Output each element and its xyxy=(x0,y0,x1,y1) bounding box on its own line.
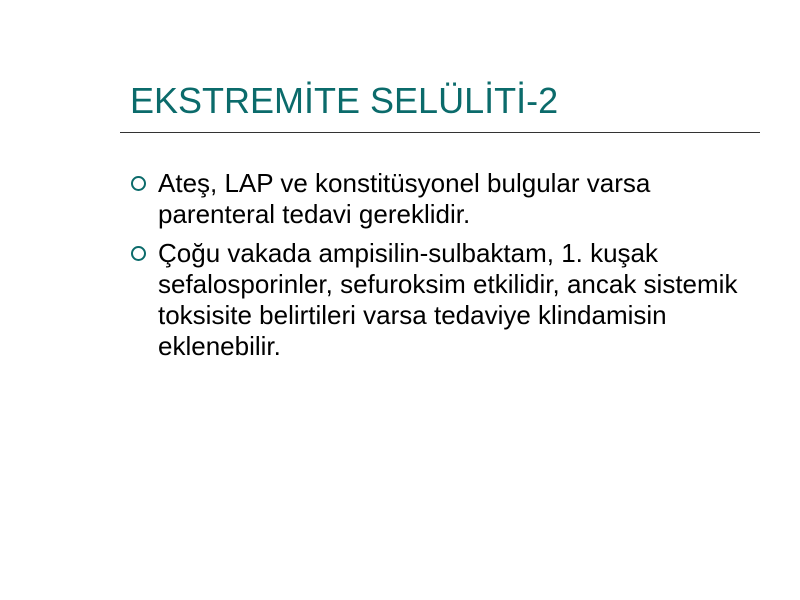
slide-title: EKSTREMİTE SELÜLİTİ-2 xyxy=(130,80,559,121)
bullet-text: Ateş, LAP ve konstitüsyonel bulgular varsa parenteral tedavi gereklidir. xyxy=(158,168,651,229)
hollow-circle-bullet-icon xyxy=(131,246,146,261)
bullet-item xyxy=(128,238,768,362)
title-divider xyxy=(120,132,760,133)
bullet-text: Çoğu vakada ampisilin-sulbaktam, 1. kuşak sefalosporinler, sefuroksim etkilidir, ancak sistemik toksisite belirtileri varsa tedaviye klindamisin eklenebilir. xyxy=(158,238,738,361)
hollow-circle-bullet-icon xyxy=(131,176,146,191)
bullet-item xyxy=(128,168,768,230)
bullet-list xyxy=(128,168,768,370)
